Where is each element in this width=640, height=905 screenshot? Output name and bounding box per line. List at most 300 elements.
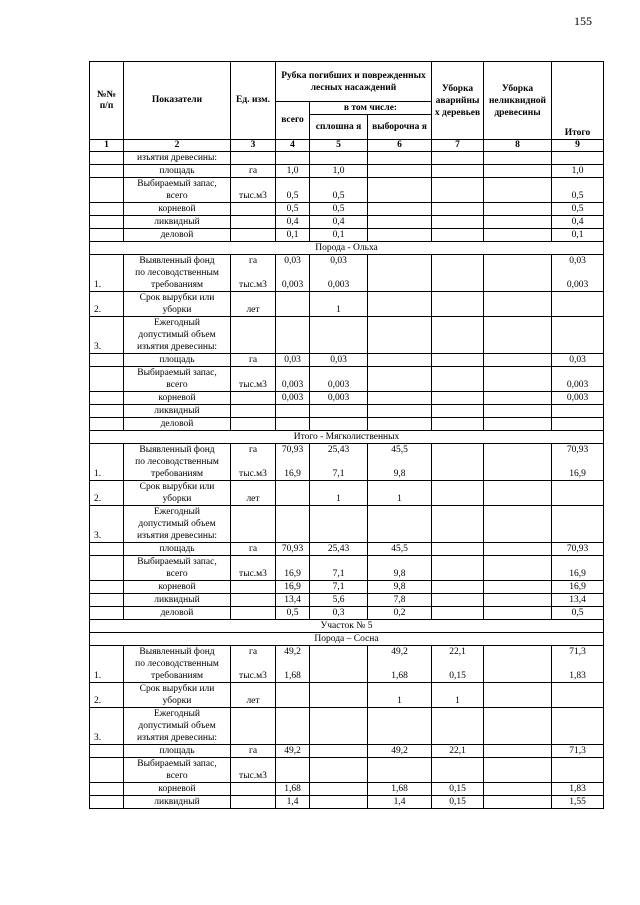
cell-selective (368, 329, 432, 341)
table-row (90, 341, 604, 354)
cell-num (90, 379, 124, 392)
cell-total (276, 152, 310, 165)
cell-indicator: по лесоводственным (124, 658, 231, 670)
cell-selective: 9,8 (368, 581, 432, 594)
cell-indicator: Срок вырубки или (124, 683, 231, 696)
cell-illiquid (484, 646, 552, 659)
table-row (90, 178, 604, 191)
cell-unit (231, 329, 276, 341)
cell-total: 49,2 (276, 745, 310, 758)
cell-selective (368, 708, 432, 721)
cell-itogo (552, 732, 604, 745)
cell-clear (310, 292, 368, 305)
cell-emergency (432, 444, 484, 457)
cell-illiquid (484, 770, 552, 783)
cell-itogo: 0,4 (552, 216, 604, 229)
cell-unit (231, 216, 276, 229)
cell-emergency (432, 506, 484, 519)
cell-clear (310, 317, 368, 330)
cell-unit: га (231, 354, 276, 367)
table-row (90, 796, 604, 809)
cell-selective (368, 683, 432, 696)
cell-clear (310, 456, 368, 468)
cell-itogo (552, 152, 604, 165)
cell-clear: 0,03 (310, 255, 368, 268)
header-selective: выборочна я (368, 115, 432, 140)
cell-clear: 0,003 (310, 392, 368, 405)
cell-clear (310, 658, 368, 670)
cell-illiquid (484, 568, 552, 581)
cell-selective (368, 203, 432, 216)
cell-num: 2. (90, 304, 124, 317)
cell-indicator: требованиям (124, 468, 231, 481)
cell-illiquid (484, 255, 552, 268)
cell-itogo: 1,0 (552, 165, 604, 178)
cell-num (90, 178, 124, 191)
cell-indicator: корневой (124, 783, 231, 796)
cell-total (276, 695, 310, 708)
cell-selective: 1 (368, 695, 432, 708)
cell-unit: тыс.м3 (231, 670, 276, 683)
cell-indicator: корневой (124, 203, 231, 216)
table-row (90, 720, 604, 732)
table-row (90, 392, 604, 405)
cell-unit: га (231, 165, 276, 178)
table-row (90, 292, 604, 305)
cell-total (276, 405, 310, 418)
cell-clear (310, 796, 368, 809)
cell-selective (368, 367, 432, 380)
cell-illiquid (484, 292, 552, 305)
cell-unit: га (231, 543, 276, 556)
cell-selective (368, 518, 432, 530)
cell-itogo (552, 456, 604, 468)
cell-selective (368, 216, 432, 229)
cell-clear (310, 770, 368, 783)
cell-selective: 1,68 (368, 670, 432, 683)
cell-itogo (552, 341, 604, 354)
cell-emergency (432, 530, 484, 543)
cell-selective: 9,8 (368, 468, 432, 481)
table-row (90, 229, 604, 242)
cell-emergency (432, 304, 484, 317)
cell-indicator: требованиям (124, 279, 231, 292)
table-row (90, 708, 604, 721)
cell-itogo: 70,93 (552, 444, 604, 457)
cell-unit (231, 152, 276, 165)
cell-total (276, 556, 310, 569)
cell-selective (368, 267, 432, 279)
cell-illiquid (484, 758, 552, 771)
cell-illiquid (484, 506, 552, 519)
cell-indicator: изъятия древесины: (124, 152, 231, 165)
cell-num: 3. (90, 732, 124, 745)
cell-selective (368, 379, 432, 392)
cell-num (90, 354, 124, 367)
column-number: 6 (368, 140, 432, 152)
cell-num (90, 646, 124, 659)
cell-illiquid (484, 354, 552, 367)
cell-unit: га (231, 255, 276, 268)
cell-clear: 0,03 (310, 354, 368, 367)
cell-emergency (432, 594, 484, 607)
cell-clear: 1 (310, 304, 368, 317)
cell-emergency (432, 658, 484, 670)
cell-emergency (432, 279, 484, 292)
cell-emergency: 0,15 (432, 783, 484, 796)
cell-clear: 0,4 (310, 216, 368, 229)
cell-total (276, 720, 310, 732)
cell-illiquid (484, 670, 552, 683)
section-row (90, 431, 604, 444)
cell-total (276, 317, 310, 330)
cell-total (276, 530, 310, 543)
cell-unit (231, 317, 276, 330)
cell-clear (310, 530, 368, 543)
header-unit: Ед. изм. (231, 62, 276, 140)
cell-itogo: 16,9 (552, 581, 604, 594)
cell-total (276, 708, 310, 721)
cell-num: 1. (90, 670, 124, 683)
cell-illiquid (484, 329, 552, 341)
cell-illiquid (484, 152, 552, 165)
cell-clear (310, 329, 368, 341)
cell-emergency (432, 543, 484, 556)
table-row (90, 783, 604, 796)
cell-indicator: всего (124, 190, 231, 203)
cell-total (276, 506, 310, 519)
cell-itogo (552, 556, 604, 569)
cell-illiquid (484, 783, 552, 796)
column-number: 8 (484, 140, 552, 152)
cell-emergency (432, 354, 484, 367)
cell-total: 0,5 (276, 203, 310, 216)
cell-unit (231, 405, 276, 418)
cell-emergency (432, 770, 484, 783)
cell-num (90, 329, 124, 341)
cell-emergency: 0,15 (432, 796, 484, 809)
table-row (90, 518, 604, 530)
cell-emergency (432, 152, 484, 165)
section-title: Итого - Мягколиственных (90, 431, 604, 444)
cell-illiquid (484, 444, 552, 457)
cell-clear (310, 720, 368, 732)
cell-itogo (552, 418, 604, 431)
cell-itogo (552, 708, 604, 721)
cell-num (90, 506, 124, 519)
cell-selective (368, 292, 432, 305)
header-total: всего (276, 102, 310, 140)
cell-num (90, 481, 124, 494)
cell-emergency: 0,15 (432, 670, 484, 683)
table-row (90, 317, 604, 330)
cell-indicator: по лесоводственным (124, 267, 231, 279)
cell-itogo (552, 506, 604, 519)
cell-num (90, 543, 124, 556)
column-number: 7 (432, 140, 484, 152)
cell-total (276, 329, 310, 341)
cell-itogo (552, 658, 604, 670)
cell-itogo (552, 695, 604, 708)
cell-illiquid (484, 267, 552, 279)
cell-clear: 0,3 (310, 607, 368, 620)
cell-unit (231, 683, 276, 696)
cell-emergency (432, 518, 484, 530)
cell-total: 0,4 (276, 216, 310, 229)
cell-num (90, 556, 124, 569)
table-row (90, 255, 604, 268)
cell-selective: 0,2 (368, 607, 432, 620)
cell-emergency (432, 568, 484, 581)
cell-itogo: 0,03 (552, 255, 604, 268)
cell-selective (368, 405, 432, 418)
table-row (90, 581, 604, 594)
cell-total: 1,68 (276, 783, 310, 796)
cell-clear: 7,1 (310, 581, 368, 594)
cell-num (90, 317, 124, 330)
table-row (90, 594, 604, 607)
cell-emergency: 1 (432, 695, 484, 708)
cell-emergency (432, 329, 484, 341)
felling-table (89, 61, 604, 809)
table-row (90, 405, 604, 418)
cell-indicator: допустимый объем (124, 329, 231, 341)
cell-illiquid (484, 405, 552, 418)
column-number: 9 (552, 140, 604, 152)
table-row (90, 530, 604, 543)
cell-itogo (552, 530, 604, 543)
cell-num (90, 758, 124, 771)
section-row (90, 633, 604, 646)
table-row (90, 468, 604, 481)
cell-unit (231, 594, 276, 607)
cell-total (276, 658, 310, 670)
cell-illiquid (484, 229, 552, 242)
cell-itogo: 71,3 (552, 745, 604, 758)
cell-num (90, 216, 124, 229)
header-clear: сплошна я (310, 115, 368, 140)
cell-unit (231, 229, 276, 242)
cell-emergency (432, 379, 484, 392)
cell-total: 0,03 (276, 354, 310, 367)
cell-indicator: корневой (124, 581, 231, 594)
cell-emergency (432, 341, 484, 354)
table-row (90, 367, 604, 380)
cell-indicator: деловой (124, 418, 231, 431)
cell-total: 0,003 (276, 392, 310, 405)
cell-total: 16,9 (276, 468, 310, 481)
cell-num (90, 683, 124, 696)
cell-itogo: 1,83 (552, 783, 604, 796)
cell-unit (231, 720, 276, 732)
table-row (90, 670, 604, 683)
cell-total: 49,2 (276, 646, 310, 659)
cell-emergency (432, 556, 484, 569)
cell-itogo (552, 770, 604, 783)
cell-emergency (432, 392, 484, 405)
cell-selective: 45,5 (368, 543, 432, 556)
table-row (90, 493, 604, 506)
cell-itogo (552, 758, 604, 771)
cell-illiquid (484, 581, 552, 594)
cell-num (90, 581, 124, 594)
cell-indicator: изъятия древесины: (124, 732, 231, 745)
cell-unit (231, 341, 276, 354)
cell-itogo (552, 405, 604, 418)
cell-indicator: Срок вырубки или (124, 292, 231, 305)
cell-selective (368, 770, 432, 783)
cell-emergency (432, 203, 484, 216)
cell-unit: тыс.м3 (231, 190, 276, 203)
page-number: 155 (574, 14, 592, 28)
cell-clear (310, 152, 368, 165)
cell-clear: 1 (310, 493, 368, 506)
cell-itogo: 16,9 (552, 468, 604, 481)
cell-selective (368, 152, 432, 165)
cell-itogo: 71,3 (552, 646, 604, 659)
cell-selective (368, 317, 432, 330)
cell-illiquid (484, 379, 552, 392)
cell-selective: 1 (368, 493, 432, 506)
cell-clear (310, 758, 368, 771)
cell-indicator: требованиям (124, 670, 231, 683)
cell-illiquid (484, 341, 552, 354)
cell-emergency (432, 229, 484, 242)
cell-illiquid (484, 708, 552, 721)
cell-total (276, 367, 310, 380)
cell-clear (310, 745, 368, 758)
cell-itogo: 0,03 (552, 354, 604, 367)
cell-total (276, 481, 310, 494)
cell-selective (368, 304, 432, 317)
cell-emergency (432, 190, 484, 203)
cell-unit (231, 658, 276, 670)
cell-total (276, 418, 310, 431)
column-number: 5 (310, 140, 368, 152)
cell-indicator: уборки (124, 304, 231, 317)
cell-clear (310, 518, 368, 530)
cell-indicator: всего (124, 379, 231, 392)
cell-indicator: Ежегодный (124, 317, 231, 330)
cell-unit (231, 367, 276, 380)
cell-unit: тыс.м3 (231, 568, 276, 581)
cell-num: 2. (90, 695, 124, 708)
cell-illiquid (484, 796, 552, 809)
table-row (90, 646, 604, 659)
table-row (90, 506, 604, 519)
cell-itogo (552, 720, 604, 732)
cell-illiquid (484, 658, 552, 670)
cell-clear (310, 695, 368, 708)
cell-emergency (432, 758, 484, 771)
cell-emergency (432, 720, 484, 732)
cell-unit (231, 418, 276, 431)
table-row (90, 770, 604, 783)
cell-clear (310, 405, 368, 418)
cell-illiquid (484, 745, 552, 758)
cell-emergency (432, 607, 484, 620)
cell-unit: га (231, 646, 276, 659)
cell-num (90, 444, 124, 457)
cell-clear (310, 783, 368, 796)
cell-unit: лет (231, 304, 276, 317)
cell-num (90, 720, 124, 732)
cell-itogo (552, 481, 604, 494)
cell-num: 3. (90, 341, 124, 354)
cell-emergency (432, 405, 484, 418)
cell-itogo (552, 367, 604, 380)
cell-illiquid (484, 543, 552, 556)
cell-selective (368, 732, 432, 745)
cell-emergency (432, 165, 484, 178)
cell-illiquid (484, 683, 552, 696)
cell-indicator: площадь (124, 543, 231, 556)
table-row (90, 556, 604, 569)
cell-illiquid (484, 556, 552, 569)
cell-illiquid (484, 530, 552, 543)
cell-itogo (552, 329, 604, 341)
cell-emergency (432, 468, 484, 481)
column-number: 2 (124, 140, 231, 152)
table-row (90, 456, 604, 468)
cell-emergency (432, 683, 484, 696)
cell-num (90, 229, 124, 242)
cell-clear (310, 646, 368, 659)
cell-total: 16,9 (276, 581, 310, 594)
cell-total (276, 493, 310, 506)
cell-clear: 0,5 (310, 190, 368, 203)
cell-itogo (552, 304, 604, 317)
cell-num (90, 607, 124, 620)
cell-clear: 1,0 (310, 165, 368, 178)
header-felling: Рубка погибших и поврежденных лесных насаждений (276, 62, 432, 102)
table-row (90, 418, 604, 431)
cell-total (276, 292, 310, 305)
cell-clear (310, 506, 368, 519)
cell-itogo: 0,5 (552, 607, 604, 620)
cell-selective (368, 556, 432, 569)
cell-clear: 25,43 (310, 444, 368, 457)
cell-illiquid (484, 203, 552, 216)
cell-num (90, 708, 124, 721)
cell-indicator: площадь (124, 745, 231, 758)
cell-num (90, 367, 124, 380)
cell-itogo (552, 317, 604, 330)
cell-clear: 5,6 (310, 594, 368, 607)
cell-itogo: 0,5 (552, 190, 604, 203)
cell-indicator: изъятия древесины: (124, 530, 231, 543)
cell-total (276, 518, 310, 530)
cell-itogo: 0,1 (552, 229, 604, 242)
cell-itogo (552, 493, 604, 506)
cell-num: 3. (90, 530, 124, 543)
cell-indicator: уборки (124, 493, 231, 506)
section-title: Порода – Сосна (90, 633, 604, 646)
cell-illiquid (484, 418, 552, 431)
header-itogo: Итого (552, 62, 604, 140)
cell-indicator: Выбираемый запас, (124, 556, 231, 569)
cell-illiquid (484, 178, 552, 191)
cell-unit: га (231, 444, 276, 457)
cell-emergency (432, 418, 484, 431)
cell-total: 0,1 (276, 229, 310, 242)
cell-total: 0,003 (276, 279, 310, 292)
cell-illiquid (484, 518, 552, 530)
cell-unit (231, 481, 276, 494)
cell-clear: 7,1 (310, 468, 368, 481)
cell-clear: 0,5 (310, 203, 368, 216)
cell-indicator: изъятия древесины: (124, 341, 231, 354)
